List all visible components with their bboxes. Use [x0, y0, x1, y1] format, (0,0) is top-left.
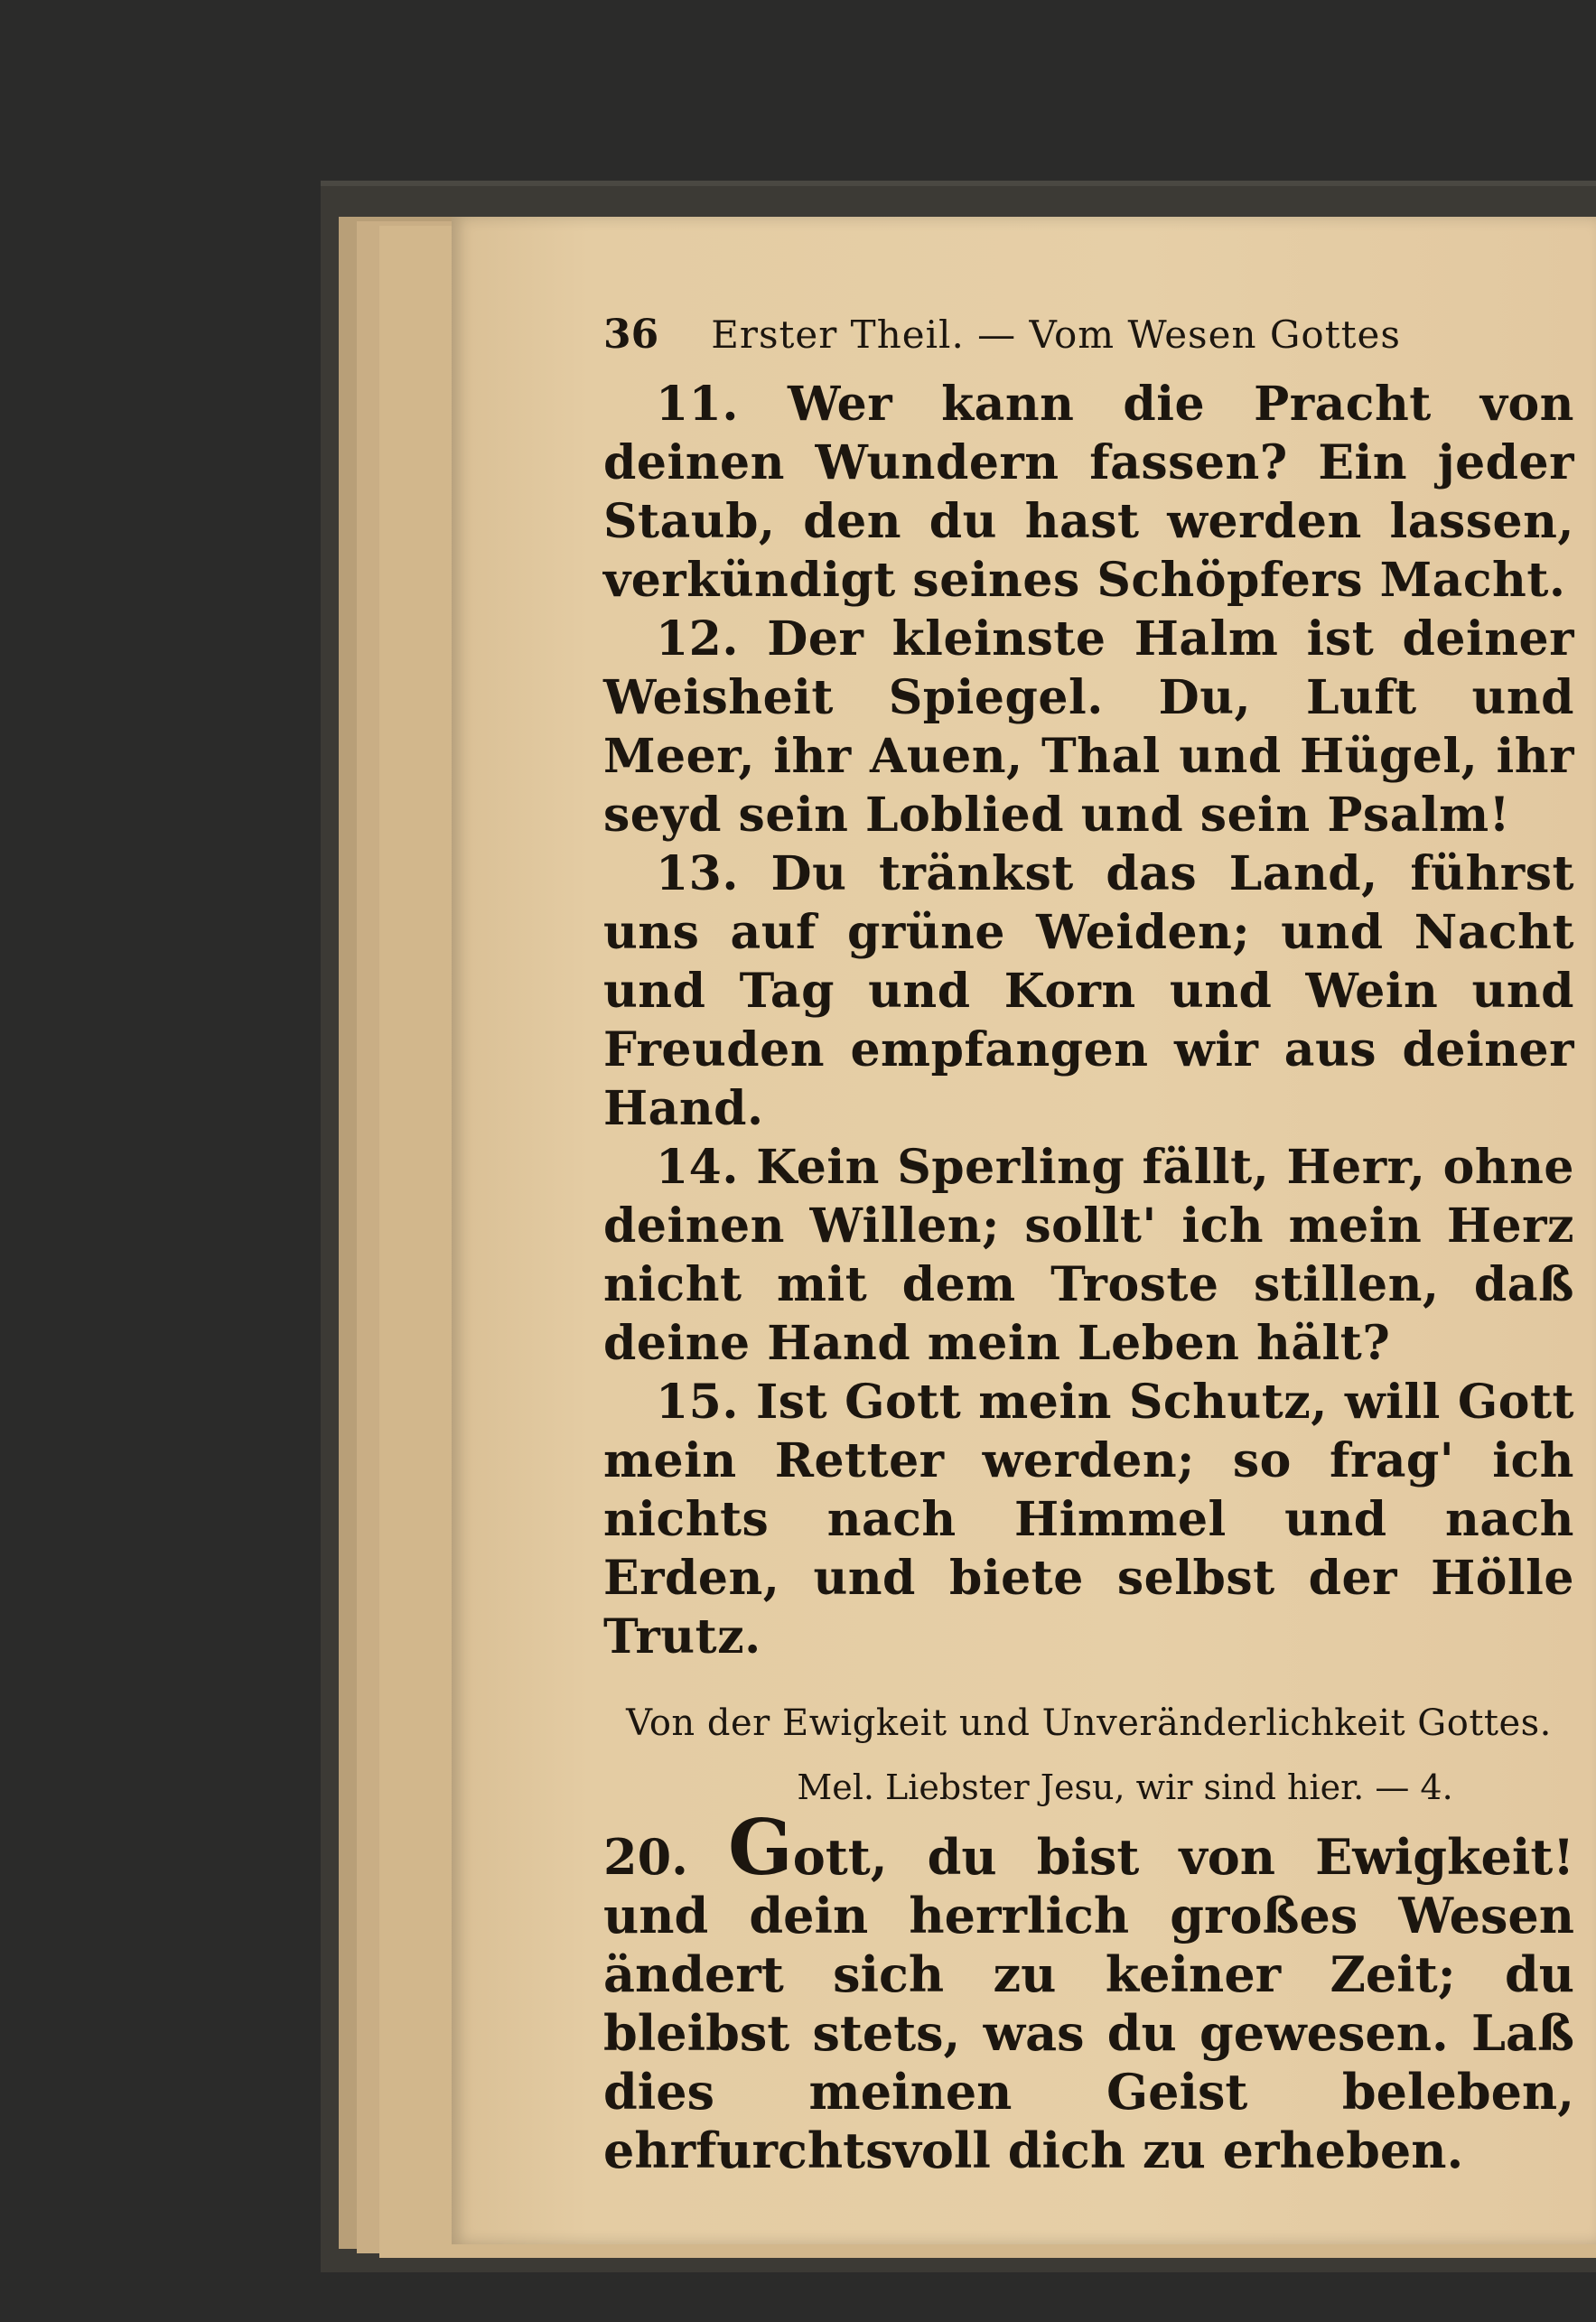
verse-number: 12.	[656, 611, 739, 667]
running-title: Erster Theil. — Vom Wesen Gottes	[711, 312, 1401, 357]
page-number: 36	[603, 312, 659, 358]
verse-number: 14.	[656, 1140, 739, 1195]
hymn-number: 20.	[603, 1828, 688, 1886]
hymn-initial: G	[728, 1803, 793, 1892]
verse-text: Wer kann die Pracht von deinen Wundern fassen? Ein jeder Staub, den du hast werden lassen, verkündigt seines Schöpfers Macht.	[603, 377, 1574, 608]
verse-number: 15.	[656, 1375, 739, 1430]
section-title: Von der Ewigkeit und Unveränderlichkeit Gottes.	[626, 1702, 1552, 1744]
verse-text: Ist Gott mein Schutz, will Gott mein Retter werden; so frag' ich nichts nach Himmel und nach Erden, und biete selbst der Hölle Trutz.	[603, 1375, 1574, 1665]
hymn-text: ott, du bist von Ewigkeit! und dein herrlich großes Wesen ändert sich zu keiner Zeit; du bleibst stets, was du gewesen. Laß dies meinen Geist beleben, ehrfurchtsvoll dich zu erheben.	[603, 1828, 1574, 2179]
running-header	[603, 312, 1574, 375]
verse-15	[603, 1373, 1574, 1666]
verse-text: Der kleinste Halm ist deiner Weisheit Spiegel. Du, Luft und Meer, ihr Auen, Thal und Hügel, ihr seyd sein Loblied und sein Psalm!	[603, 611, 1574, 843]
melody-line: Mel. Liebster Jesu, wir sind hier. — 4.	[797, 1767, 1453, 1807]
verse-13	[603, 844, 1574, 1138]
hymn-20	[603, 1803, 1574, 2180]
verse-number: 13.	[656, 846, 739, 901]
verse-11	[603, 375, 1574, 610]
verse-number: 11.	[656, 377, 739, 432]
verse-text: Du tränkst das Land, führst uns auf grüne Weiden; und Nacht und Tag und Korn und Wein und Freuden empfangen wir aus deiner Hand.	[603, 846, 1574, 1136]
verse-12	[603, 610, 1574, 844]
page-content	[603, 312, 1574, 2229]
verse-14	[603, 1138, 1574, 1373]
verse-text: Kein Sperling fällt, Herr, ohne deinen Willen; sollt' ich mein Herz nicht mit dem Troste stillen, daß deine Hand mein Leben hält?	[603, 1140, 1574, 1371]
